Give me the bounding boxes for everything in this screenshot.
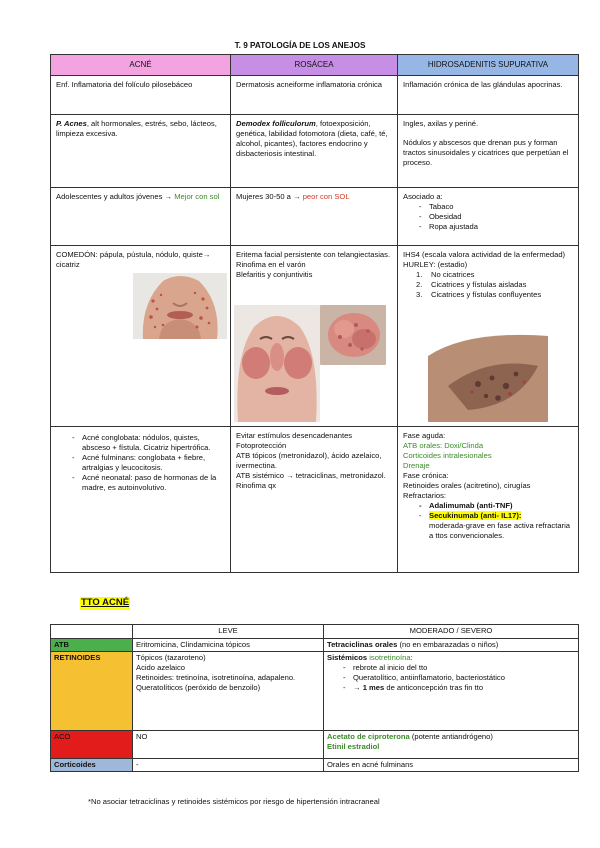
hs-ihs4: IHS4 (escala valora actividad de la enfermedad)	[403, 250, 566, 259]
list-item: - → 1 mes de anticoncepción tras fin tto	[327, 683, 575, 693]
hs-tto-retinoids: Retinoides orales (acitretino), cirugías	[403, 481, 531, 491]
acne-definition: Enf. Inflamatoria del folículo pilosebáceo	[51, 76, 231, 115]
tto-aco-leve: NO	[133, 731, 324, 759]
rosacea-tto-line: ATB tópicos (metronidazol), ácido azelaico, ivermectina.	[236, 451, 382, 471]
hs-association-title: Asociado a:	[403, 192, 443, 201]
rosacea-cause	[231, 115, 398, 188]
rosacea-tto-line: Evitar estímulos desencadenantes	[236, 431, 353, 440]
list-item: 2. Cicatrices y fístulas aisladas	[416, 280, 527, 290]
list-item: - Ropa ajustada	[403, 222, 573, 232]
acne-cause	[51, 115, 231, 188]
hs-hurley: HURLEY: (estadio)	[403, 260, 468, 270]
hs-tto-chronic: Fase crónica:	[403, 471, 449, 481]
rosacea-tto-line: ATB sistémico → tetraciclinas, metronidazol.	[236, 471, 386, 481]
tto-row-aco	[51, 731, 579, 759]
tto-header-leve: LEVE	[133, 625, 324, 639]
tto-label-atb: ATB	[51, 639, 133, 652]
rhinophyma-image	[320, 305, 386, 365]
tto-retinoides-leve: Tópicos (tazaroteno) Acido azelaico Retinoides: tretinoína, isotretinoína, adapaleno. Queratolíticos (peróxido de benzoilo)	[133, 652, 324, 731]
hs-location: Ingles, axilas y periné.	[403, 119, 479, 128]
rosacea-clinic-line: Rinofima en el varón	[236, 260, 306, 270]
hs-treatment	[398, 427, 579, 573]
hs-association	[398, 188, 579, 246]
list-item: - Tabaco	[403, 202, 573, 212]
hs-tto-atb: ATB orales: Doxi/Clinda	[403, 441, 484, 451]
rosacea-epidemiology	[231, 188, 398, 246]
rosacea-face-image	[234, 305, 320, 422]
tto-header-row	[51, 625, 579, 639]
row-epidemiology	[51, 188, 579, 246]
rosacea-treatment	[231, 427, 398, 573]
rosacea-epi-text: Mujeres 30-50 a →	[236, 192, 303, 201]
hs-lesions: Nódulos y abscesos que drenan pus y forman tractos sinusoidales y cicatrices que perpetúan el proceso.	[403, 138, 569, 168]
list-item: - Secukinumab (anti- IL17): moderada-grave en fase activa refractaria a ttos convencionales.	[403, 511, 573, 541]
hs-biologics-list	[403, 501, 573, 541]
hs-tto-acute: Fase aguda:	[403, 431, 446, 440]
acne-types-list	[56, 433, 225, 493]
list-item: - Acné conglobata: nódulos, quistes, absceso + fístula. Cicatriz hipertrófica.	[56, 433, 225, 453]
hs-tto-cort: Corticoides intralesionales	[403, 451, 492, 461]
tto-acne-table	[50, 624, 579, 772]
acne-epi-sun: Mejor con sol	[174, 192, 220, 201]
tto-aco-moderado: Acetato de ciproterona (potente antiandrógeno) Etinil estradiol	[324, 731, 579, 759]
hs-definition: Inflamación crónica de las glándulas apocrinas.	[398, 76, 579, 115]
tto-label-aco: ACO	[51, 731, 133, 759]
acne-face-image	[133, 273, 227, 339]
page-title: T. 9 PATOLOGÍA DE LOS ANEJOS	[234, 41, 366, 50]
row-cause	[51, 115, 579, 188]
tto-row-retinoides	[51, 652, 579, 731]
rosacea-tto-line: Fotoprotección	[236, 441, 287, 451]
tto-atb-leve: Eritromicina, Clindamicina tópicos	[133, 639, 324, 652]
row-types-treatment	[51, 427, 579, 573]
list-item: - Obesidad	[403, 212, 573, 222]
rosacea-definition: Dermatosis acneiforme inflamatoria crónica	[231, 76, 398, 115]
list-item: - rebrote al inicio del tto	[327, 663, 575, 673]
acne-epidemiology	[51, 188, 231, 246]
tto-header-empty	[51, 625, 133, 639]
hs-cause	[398, 115, 579, 188]
hs-tto-drain: Drenaje	[403, 461, 430, 471]
row-definition	[51, 76, 579, 115]
hidradenitis-axilla-image	[428, 326, 548, 422]
hs-hurley-stages	[403, 270, 573, 300]
rosacea-cause-agent: Demodex folliculorum	[236, 119, 316, 128]
tto-acne-title: TTO ACNÉ	[81, 597, 130, 608]
rosacea-cause-rest: , fotoexposición, genética, labilidad fotomotora (dieta, café, té, alcohol, picantes), factores endocrino y disbacteriosis intestinal.	[236, 119, 388, 159]
tto-corticoides-leve: -	[133, 759, 324, 772]
rosacea-tto-line: Rinofima qx	[236, 481, 277, 491]
tto-atb-moderado: Tetraciclinas orales (no en embarazadas o niños)	[324, 639, 579, 652]
rosacea-clinic-line: Eritema facial persistente con telangiectasias.	[236, 250, 391, 259]
list-item: - Acné fulminans: conglobata + fiebre, artralgias y leucocitosis.	[56, 453, 225, 473]
header-hs: HIDROSADENITIS SUPURATIVA	[398, 55, 579, 76]
acne-clinic-text: COMEDÓN: pápula, pústula, nódulo, quiste→ cicatriz	[56, 250, 211, 270]
list-item: - Acné neonatal: paso de hormonas de la madre, es autoinvolutivo.	[56, 473, 225, 493]
rosacea-epi-sun: peor con SOL	[302, 192, 350, 201]
acne-types	[51, 427, 231, 573]
tto-label-retinoides: RETINOIDES	[51, 652, 133, 731]
list-item: 1. No cicatrices	[416, 270, 475, 280]
acne-cause-agent: P. Acnes	[56, 119, 87, 128]
list-item: 3. Cicatrices y fístulas confluyentes	[416, 290, 542, 300]
rosacea-clinic-line: Blefaritis y conjuntivitis	[236, 270, 313, 280]
header-acne: ACNÉ	[51, 55, 231, 76]
hs-association-list	[403, 202, 573, 232]
footnote: *No asociar tetraciclinas y retinoides sistémicos por riesgo de hipertensión intracraneal	[88, 797, 380, 806]
header-rosacea: ROSÁCEA	[231, 55, 398, 76]
tto-header-moderado: MODERADO / SEVERO	[324, 625, 579, 639]
list-item: - Queratolítico, antiinflamatorio, bacteriostático	[327, 673, 575, 683]
hs-tto-refractory: Refractarios:	[403, 491, 447, 501]
acne-cause-rest: , alt hormonales, estrés, sebo, lácteos, limpieza excesiva.	[56, 119, 217, 139]
tto-corticoides-moderado: Orales en acné fulminans	[324, 759, 579, 772]
tto-label-corticoides: Corticoides	[51, 759, 133, 772]
tto-row-corticoides	[51, 759, 579, 772]
header-row	[51, 55, 579, 76]
tto-retinoides-moderado: Sistémicos isotretinoína: - rebrote al inicio del tto - Queratolítico, antiinflamatorio, bacteriostático - → 1 mes de anticoncepción tras fin tto	[324, 652, 579, 731]
acne-epi-text: Adolescentes y adultos jóvenes →	[56, 192, 175, 201]
tto-row-atb	[51, 639, 579, 652]
list-item: - Adalimumab (anti-TNF)	[403, 501, 573, 511]
